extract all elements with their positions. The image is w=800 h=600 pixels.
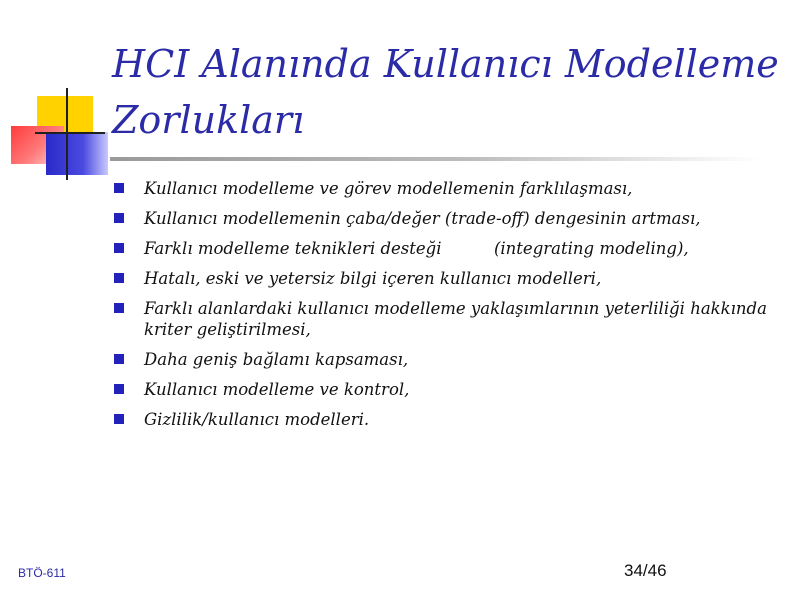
square-bullet-icon [114, 273, 124, 283]
vertical-line [66, 88, 68, 180]
square-bullet-icon [114, 213, 124, 223]
bullet-text: Daha geniş bağlamı kapsaması, [144, 350, 409, 369]
square-bullet-icon [114, 384, 124, 394]
bullet-item [112, 298, 782, 340]
slide-title-line-1: HCI Alanında Kullanıcı Modelleme [112, 42, 779, 86]
square-bullet-icon [114, 243, 124, 253]
bullet-item [112, 178, 782, 199]
slide-title [112, 36, 782, 148]
course-code-footer: BTÖ-611 [18, 566, 66, 580]
bullet-text: Kullanıcı modelleme ve görev modellemenin farklılaşması, [144, 179, 633, 198]
bullet-item [112, 238, 782, 259]
title-divider [110, 157, 760, 161]
bullet-item [112, 268, 782, 289]
square-bullet-icon [114, 354, 124, 364]
bullet-item [112, 349, 782, 370]
bullet-item [112, 379, 782, 400]
bullet-text: Hatalı, eski ve yetersiz bilgi içeren kullanıcı modelleri, [144, 269, 602, 288]
bullet-text: Kullanıcı modellemenin çaba/değer (trade-off) dengesinin artması, [144, 209, 701, 228]
decorative-squares-logo [0, 0, 120, 180]
square-bullet-icon [114, 183, 124, 193]
bullet-text: Gizlilik/kullanıcı modelleri. [144, 410, 370, 429]
bullet-text: Farklı modelleme teknikleri desteği (integrating modeling), [144, 239, 689, 258]
bullet-text: Kullanıcı modelleme ve kontrol, [144, 380, 410, 399]
page-number: 34/46 [624, 561, 667, 580]
square-bullet-icon [114, 303, 124, 313]
bullet-item [112, 208, 782, 229]
slide-title-line-2: Zorlukları [112, 98, 305, 142]
square-bullet-icon [114, 414, 124, 424]
bullet-list [112, 178, 782, 439]
bullet-item [112, 409, 782, 430]
horizontal-line [35, 132, 105, 134]
blue-square [46, 132, 108, 175]
bullet-text: Farklı alanlardaki kullanıcı modelleme yaklaşımlarının yeterliliği hakkında kriter geliştirilmesi, [144, 299, 773, 339]
